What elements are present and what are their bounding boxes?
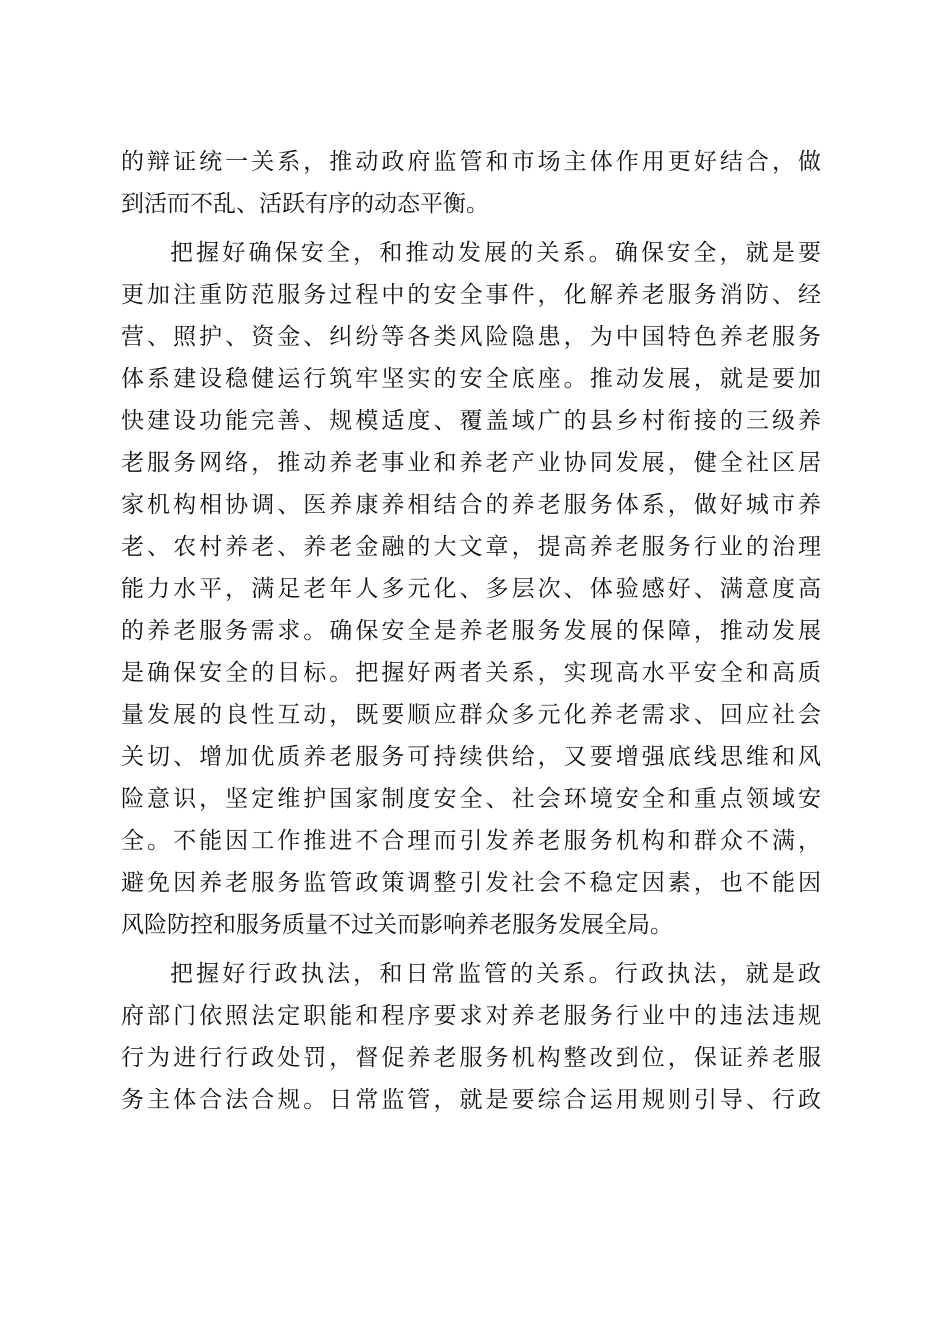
paragraph-2-line-9: 能力水平，满足老年人多元化、多层次、体验感好、满意度高 <box>121 576 821 602</box>
paragraph-2-line-14: 险意识，坚定维护国家制度安全、社会环境安全和重点领域安 <box>121 786 821 812</box>
paragraph-3-line-2: 府部门依照法定职能和程序要求对养老服务行业中的违法违规 <box>121 1003 821 1029</box>
paragraph-2-line-13: 关切、增加优质养老服务可持续供给，又要增强底线思维和风 <box>121 744 821 770</box>
paragraph-2-line-5: 快建设功能完善、规模适度、覆盖域广的县乡村衔接的三级养 <box>121 408 821 434</box>
paragraph-3-line-1: 把握好行政执法，和日常监管的关系。行政执法，就是政 <box>170 961 821 987</box>
paragraph-2-line-6: 老服务网络，推动养老事业和养老产业协同发展，健全社区居 <box>121 450 821 476</box>
paragraph-2-line-12: 量发展的良性互动，既要顺应群众多元化养老需求、回应社会 <box>121 702 821 728</box>
paragraph-2-line-15: 全。不能因工作推进不合理而引发养老服务机构和群众不满， <box>121 828 821 854</box>
paragraph-2-line-16: 避免因养老服务监管政策调整引发社会不稳定因素，也不能因 <box>121 870 821 896</box>
paragraph-3-line-3: 行为进行行政处罚，督促养老服务机构整改到位，保证养老服 <box>121 1045 821 1071</box>
text-line-1: 的辩证统一关系，推动政府监管和市场主体作用更好结合，做 <box>121 149 821 175</box>
paragraph-2-line-11: 是确保安全的目标。把握好两者关系，实现高水平安全和高质 <box>121 660 821 686</box>
paragraph-2-line-8: 老、农村养老、养老金融的大文章，提高养老服务行业的治理 <box>121 534 821 560</box>
paragraph-2-line-7: 家机构相协调、医养康养相结合的养老服务体系，做好城市养 <box>121 492 821 518</box>
paragraph-2-line-10: 的养老服务需求。确保安全是养老服务发展的保障，推动发展 <box>121 618 821 644</box>
text-line-2: 到活而不乱、活跃有序的动态平衡。 <box>121 191 489 217</box>
paragraph-2-line-3: 营、照护、资金、纠纷等各类风险隐患，为中国特色养老服务 <box>121 324 821 350</box>
paragraph-2-line-17: 风险防控和服务质量不过关而影响养老服务发展全局。 <box>121 912 673 938</box>
paragraph-2-line-1: 把握好确保安全，和推动发展的关系。确保安全，就是要 <box>170 240 821 266</box>
paragraph-3-line-4: 务主体合法合规。日常监管，就是要综合运用规则引导、行政 <box>121 1087 821 1113</box>
paragraph-2-line-4: 体系建设稳健运行筑牢坚实的安全底座。推动发展，就是要加 <box>121 366 821 392</box>
paragraph-2-line-2: 更加注重防范服务过程中的安全事件，化解养老服务消防、经 <box>121 282 821 308</box>
